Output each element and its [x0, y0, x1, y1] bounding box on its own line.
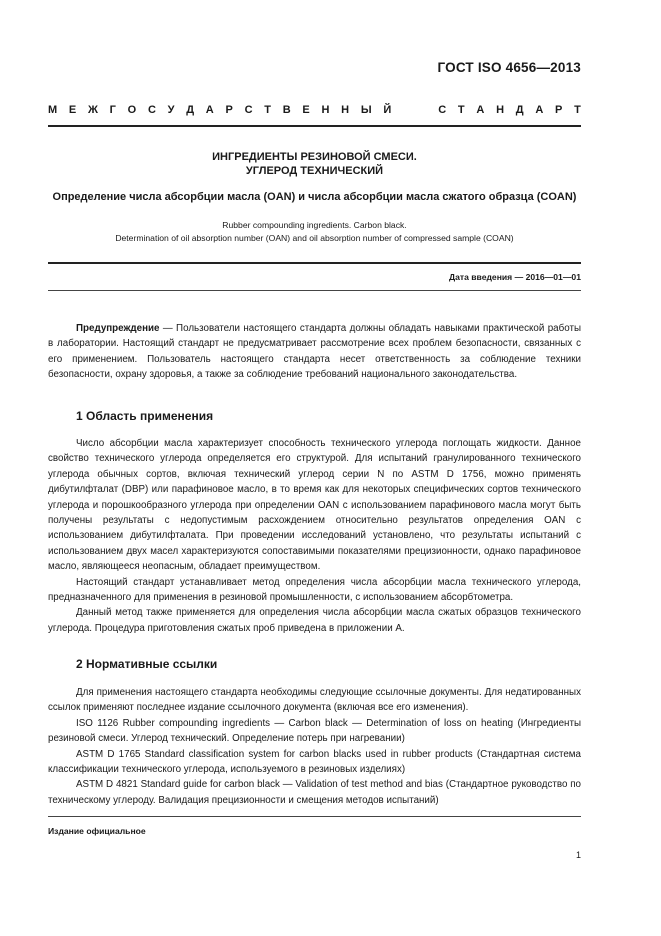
- section-1-paragraph-3: Данный метод также применяется для определения числа абсорбции масла сжатых образцов технического углерода. Процедура приготовления сжатых проб приведена в приложении А.: [48, 607, 581, 634]
- section-1-heading: 1 Область применения: [76, 409, 214, 423]
- document-number: ГОСТ ISO 4656—2013: [437, 60, 581, 75]
- banner-letter: А: [535, 104, 544, 116]
- banner-letter: С: [438, 104, 447, 116]
- english-title-line-1: Rubber compounding ingredients. Carbon black.: [222, 220, 407, 230]
- banner-letter: Н: [321, 104, 330, 116]
- document-subtitle: Определение числа абсорбции масла (OAN) и числа абсорбции масла сжатого образца (COAN): [52, 191, 577, 203]
- standard-banner: [48, 104, 581, 116]
- section-1-paragraph-2: Настоящий стандарт устанавливает метод определения числа абсорбции масла технического углерода, предназначенного для применения в резиновой промышленности, с использованием абсорбтометра.: [48, 576, 581, 604]
- banner-letter: Р: [555, 104, 563, 116]
- footer-rule: [48, 816, 581, 817]
- banner-letter: Г: [109, 104, 116, 116]
- warning-text: — Пользователи настоящего стандарта должны обладать навыками практической работы в лаборатории. Настоящий стандарт не предусматривает рассмотрение всех проблем безопасности, связанных с его применением. Пользователь настоящего стандарта несет ответственность за соблюдение техники безопасности, охрану здоровья, а также за соблюдение требований национального законодательства.: [48, 323, 581, 381]
- warning-block: [48, 321, 581, 383]
- banner-letter: Т: [457, 104, 465, 116]
- banner-letter: Т: [264, 104, 271, 116]
- banner-letter: Р: [225, 104, 233, 116]
- warning-paragraph: [48, 321, 581, 383]
- banner-letter: С: [147, 104, 156, 116]
- banner-letter: Й: [383, 104, 392, 116]
- english-title-line-2: Determination of oil absorption number (OAN) and oil absorption number of compressed sample (COAN): [115, 232, 514, 243]
- banner-letter: Ж: [87, 104, 98, 116]
- official-edition-label: Издание официальное: [48, 826, 146, 836]
- banner-letter: М: [48, 104, 58, 116]
- section-1-body: [48, 436, 581, 636]
- english-title: [48, 219, 581, 244]
- banner-letter: Н: [341, 104, 350, 116]
- banner-letter: Т: [574, 104, 581, 116]
- banner-letter: Е: [302, 104, 310, 116]
- section-2-heading: 2 Нормативные ссылки: [76, 657, 218, 671]
- date-rule: [48, 290, 581, 291]
- introduction-date: Дата введения — 2016—01—01: [448, 272, 581, 282]
- document-title: [48, 150, 581, 178]
- title-rule: [48, 262, 581, 264]
- title-line-2: УГЛЕРОД ТЕХНИЧЕСКИЙ: [245, 165, 384, 177]
- reference-astm-d4821: ASTM D 4821 Standard guide for carbon black — Validation of test method and bias (Стандартное руководство по техническому углероду. Валидация прецизионности и смещения методов испытаний): [48, 779, 581, 806]
- title-line-1: ИНГРЕДИЕНТЫ РЕЗИНОВОЙ СМЕСИ.: [212, 151, 417, 163]
- warning-label: Предупреждение: [76, 323, 160, 334]
- header-rule: [48, 125, 581, 127]
- page-number: 1: [575, 850, 581, 860]
- banner-letter: У: [167, 104, 175, 116]
- banner-letter: Д: [515, 104, 524, 116]
- banner-letter: А: [205, 104, 214, 116]
- banner-letter: Ы: [360, 104, 372, 116]
- section-1: [48, 408, 581, 424]
- banner-letter: В: [282, 104, 291, 116]
- section-2-body: [48, 685, 581, 808]
- reference-iso-1126: ISO 1126 Rubber compounding ingredients — Carbon black — Determination of loss on heating (Ингредиенты резиновой смеси. Углерод технический. Определение потерь при нагревании): [48, 717, 581, 745]
- banner-letter: С: [244, 104, 253, 116]
- section-2: [48, 656, 581, 672]
- banner-letter: О: [127, 104, 137, 116]
- section-1-paragraph-1: Число абсорбции масла характеризует способность технического углерода поглощать жидкости. Данное свойство технического углерода определяется его структурой. Для испытаний гранулированного технического углерода обычных сортов, включая технический углерод серии N по ASTM D 1756, можно применять дибутилфталат (DBP) или парафиновое масло, в то время как для некоторых специфических сортов технического углерода и порошкообразного углерода при определении OAN с использованием парафинового масла могут быть получены результаты с недопустимым расхождением относительно результатов определения OAN с использованием дибутилфталата. При проведении исследований установлено, что результаты испытаний с использованием двух масел характеризуются сопоставимыми показателями прецизионности, однако парафиновое масло, являющееся неопасным, обладает преимуществом.: [48, 438, 581, 573]
- banner-letter: А: [476, 104, 485, 116]
- banner-letter: Н: [496, 104, 505, 116]
- reference-astm-d1765: ASTM D 1765 Standard classification system for carbon blacks used in rubber products (Стандартная система классификации технического углерода, используемого в резиновых изделиях): [48, 748, 581, 776]
- banner-letter: Е: [68, 104, 77, 116]
- banner-letter: Д: [186, 104, 195, 116]
- section-2-paragraph-1: Для применения настоящего стандарта необходимы следующие ссылочные документы. Для недатированных ссылок применяют последнее издание ссылочного документа (включая все его изменения).: [48, 687, 581, 714]
